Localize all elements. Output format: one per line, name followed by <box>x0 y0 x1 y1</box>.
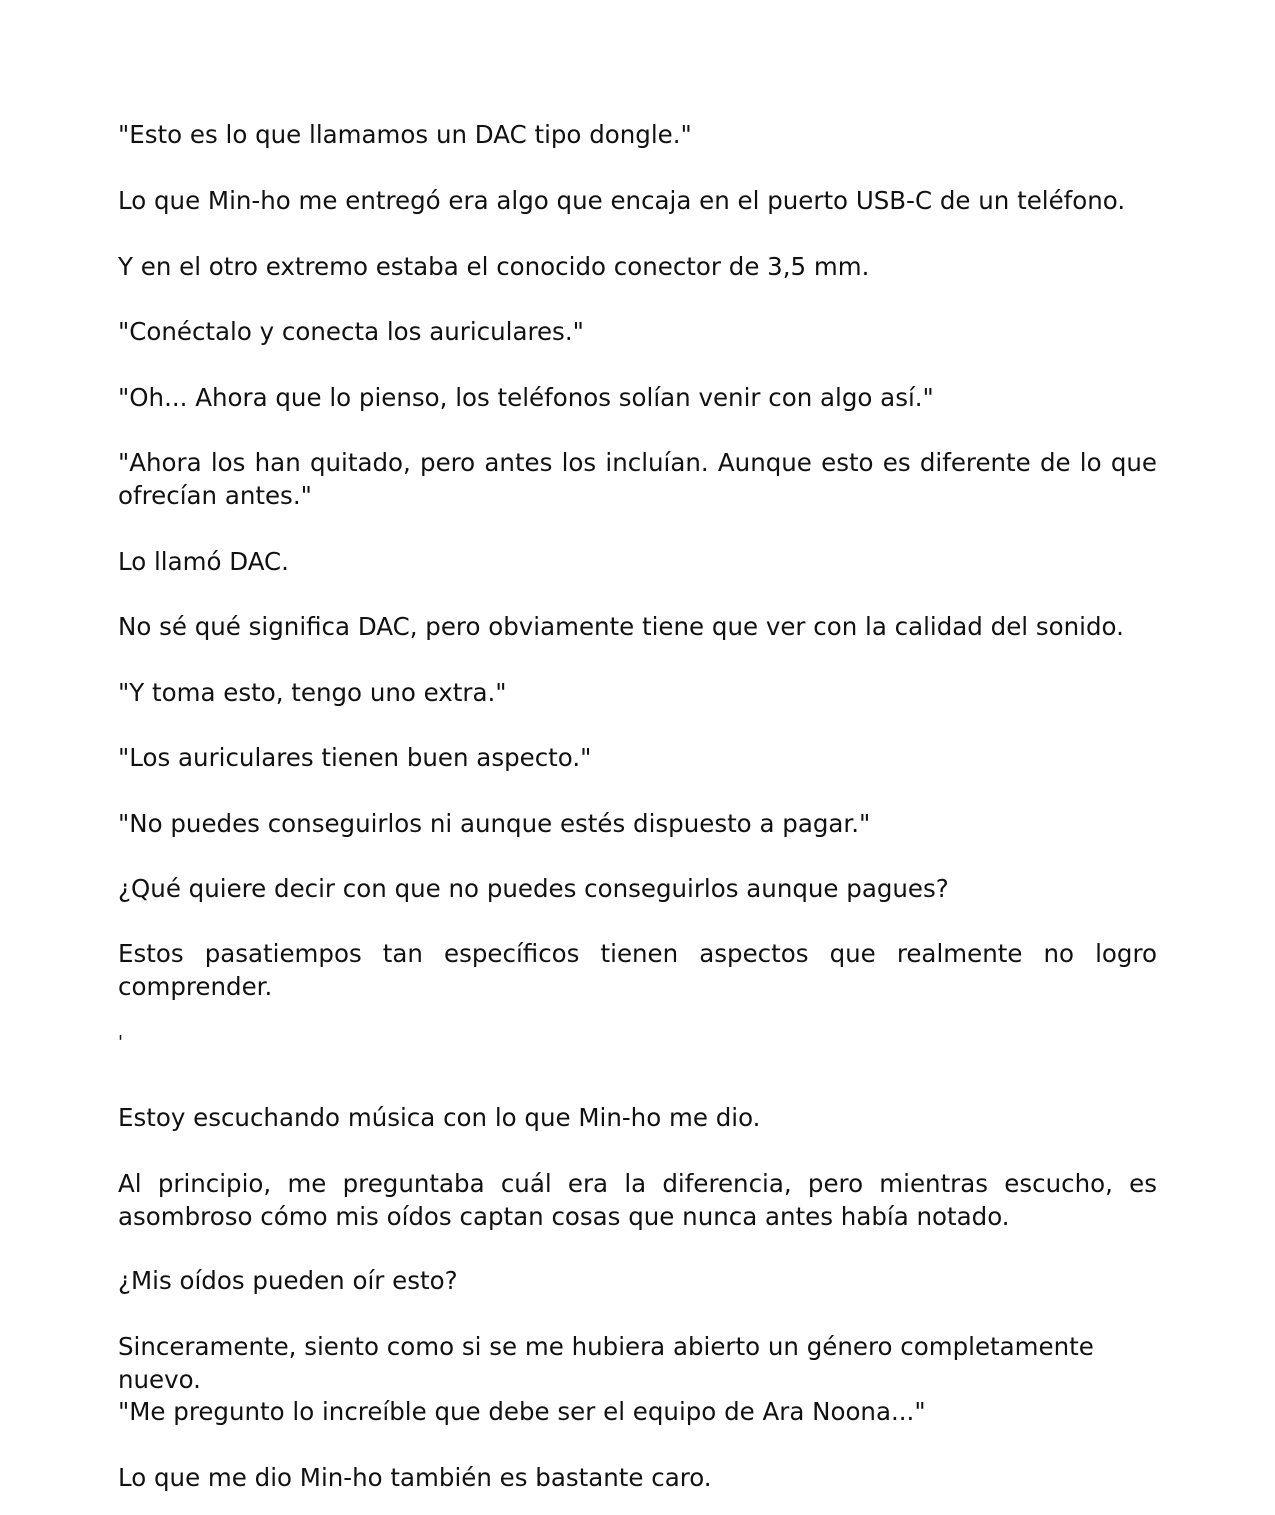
paragraph: "Oh... Ahora que lo pienso, los teléfonos solían venir con algo así." <box>118 383 934 412</box>
paragraph: "Y toma esto, tengo uno extra." <box>118 678 507 707</box>
paragraph: Lo que Min-ho me entregó era algo que encaja en el puerto USB-C de un teléfono. <box>118 186 1126 215</box>
paragraph: "Los auriculares tienen buen aspecto." <box>118 743 592 772</box>
paragraph: No sé qué significa DAC, pero obviamente tiene que ver con la calidad del sonido. <box>118 612 1124 641</box>
section-break-mark: ' <box>118 1032 123 1053</box>
paragraph: Lo que me dio Min-ho también es bastante caro. <box>118 1463 712 1492</box>
paragraph: Lo llamó DAC. <box>118 547 289 576</box>
paragraph: "Me pregunto lo increíble que debe ser el equipo de Ara Noona..." <box>118 1397 926 1426</box>
paragraph: Sinceramente, siento como si se me hubiera abierto un género completamente nuevo. <box>118 1332 1094 1394</box>
paragraph: Y en el otro extremo estaba el conocido conector de 3,5 mm. <box>118 252 870 281</box>
paragraph: "No puedes conseguirlos ni aunque estés dispuesto a pagar." <box>118 809 871 838</box>
paragraph: ¿Mis oídos pueden oír esto? <box>118 1266 458 1295</box>
paragraph: "Conéctalo y conecta los auriculares." <box>118 317 584 346</box>
paragraph: Estoy escuchando música con lo que Min-ho me dio. <box>118 1103 761 1132</box>
paragraph: ¿Qué quiere decir con que no puedes conseguirlos aunque pagues? <box>118 874 949 903</box>
paragraph: Estos pasatiempos tan específicos tienen aspectos que realmente no logro comprender. <box>118 939 1157 1001</box>
paragraph: "Ahora los han quitado, pero antes los incluían. Aunque esto es diferente de lo que ofrecían antes." <box>118 448 1157 510</box>
paragraph: Al principio, me preguntaba cuál era la diferencia, pero mientras escucho, es asombroso cómo mis oídos captan cosas que nunca antes había notado. <box>118 1169 1157 1231</box>
document-page <box>118 0 1157 1515</box>
paragraph: "Esto es lo que llamamos un DAC tipo dongle." <box>118 120 692 149</box>
